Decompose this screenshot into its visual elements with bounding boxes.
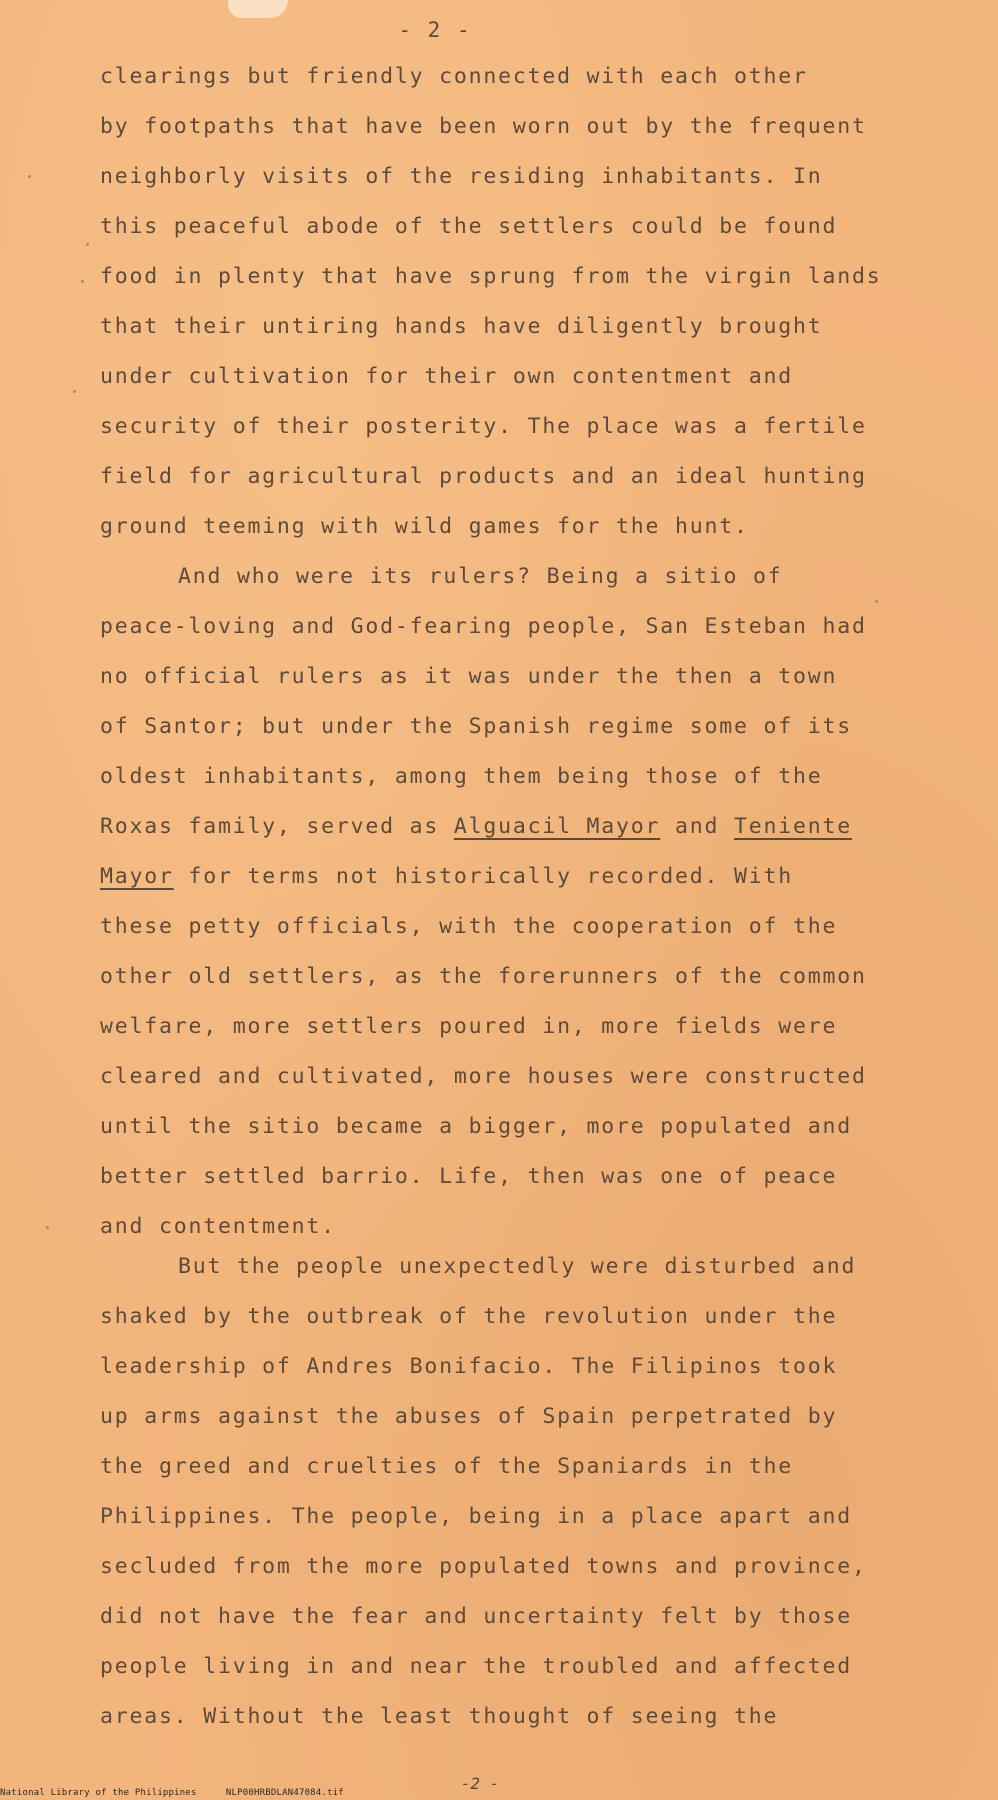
footer-file-id: NLP00HRBDLAN47084.tif [225,1788,344,1798]
alguacil-mayor-term: Alguacil Mayor [453,814,661,839]
paragraph-1 [100,52,900,552]
paragraph-3 [100,1242,900,1742]
paragraph-3-text: But the people unexpectedly were disturbed and shaked by the outbreak of the revolution under the leadership of Andres Bonifacio. The Filipinos took up arms against the abuses of Spain perpetrated by the greed and cruelties of the Spaniards in the Philippines. The people, being in a place apart and secluded from the more populated towns and province, did not have the fear and uncertainty felt by those people living in and near the troubled and affected areas. Without the least thought of seeing the [100,1254,867,1729]
paragraph-2 [100,552,900,1252]
page-number-bottom: -2 - [460,1774,500,1793]
scan-footer [0,1786,344,1800]
mayor-term: Mayor [100,864,174,889]
page-number-top: - 2 - [398,18,472,42]
paragraph-2-tail: for terms not historically recorded. With these petty officials, with the cooperation of the other old settlers, as the forerunners of the common welfare, more settlers poured in, more fields were cleared and cultivated, more houses were constructed until the sitio became a bigger, more populated and better settled barrio. Life, then was one of peace and contentment. [100,864,867,1239]
paragraph-2-text [100,552,900,1252]
paper-tear [228,0,288,18]
footer-library-name: National Library of the Philippines [0,1788,197,1798]
paragraph-1-text: clearings but friendly connected with each other by footpaths that have been worn out by the frequent neighborly visits of the residing inhabitants. In this peaceful abode of the settlers could be found food in plenty that have sprung from the virgin lands that their untiring hands have diligently brought under cultivation for their own contentment and security of their posterity. The place was a fertile field for agricultural products and an ideal hunting ground teeming with wild games for the hunt. [100,64,882,539]
paragraph-2-conjunction: and [660,814,735,839]
paragraph-2-lead: And who were its rulers? Being a sitio of peace-loving and God-fearing people, San Esteban had no official rulers as it was under the then a town of Santor; but under the Spanish regime some of its oldest inhabitants, among them being those of the Roxas family, served as [100,564,867,839]
teniente-term: Teniente [734,814,852,839]
